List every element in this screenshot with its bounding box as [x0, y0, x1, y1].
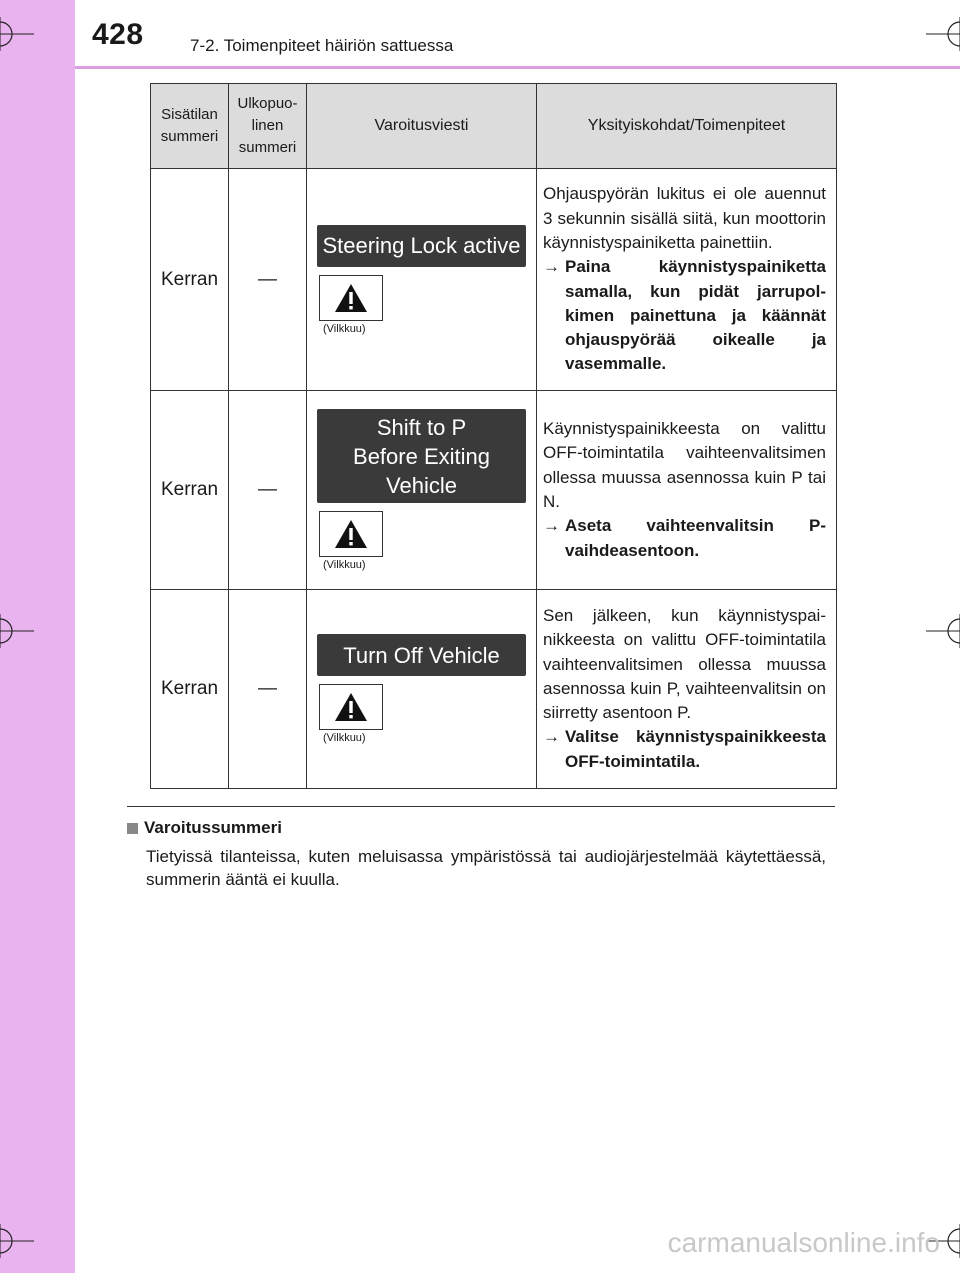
- detail-action: [543, 514, 826, 563]
- arrow-icon: →: [543, 516, 560, 536]
- warning-message-cell: [307, 391, 537, 590]
- display-line: Steering Lock active: [322, 233, 521, 258]
- column-header-details: Yksityiskohdat/Toimenpiteet: [537, 84, 837, 169]
- details-cell: [537, 590, 837, 789]
- detail-description: Ohjauspyörän lukitus ei ole auennut 3 sekunnin sisällä siitä, kun moottorin käynnistyspainiketta painettiin.: [543, 184, 826, 252]
- crosshair-registration-icon: [926, 17, 960, 51]
- indicator-label: (Vilkkuu): [323, 559, 366, 571]
- column-header-warning-message: Varoitusviesti: [307, 84, 537, 169]
- display-message: [317, 225, 526, 267]
- detail-description: Sen jälkeen, kun käynnistyspainikkeesta on valittu OFF-toimintatila vaihteenvalitsimen ollessa muussa asennossa kuin P, vaihteenvalitsin on siirretty asentoon P.: [543, 605, 826, 723]
- warning-triangle-icon: [319, 684, 383, 730]
- section-title: 7-2. Toimenpiteet häiriön sattuessa: [190, 36, 454, 55]
- display-message: [317, 409, 526, 503]
- details-cell: [537, 169, 837, 391]
- crosshair-registration-icon: [926, 614, 960, 648]
- crosshair-registration-icon: [0, 1224, 34, 1258]
- warning-message-table: [150, 83, 837, 789]
- warning-triangle-icon: [319, 511, 383, 557]
- table-row: [151, 169, 837, 391]
- interior-buzzer-cell: Kerran: [151, 391, 229, 590]
- interior-buzzer-cell: Kerran: [151, 169, 229, 391]
- column-header-interior-buzzer: Sisätilan summeri: [151, 84, 229, 169]
- indicator-label: (Vilkkuu): [323, 732, 366, 744]
- warning-message-cell: [307, 169, 537, 391]
- exterior-buzzer-cell: —: [229, 169, 307, 391]
- detail-action: [543, 255, 826, 376]
- crosshair-registration-icon: [0, 17, 34, 51]
- table-header-row: [151, 84, 837, 169]
- table-row: [151, 391, 837, 590]
- square-bullet-icon: [127, 823, 138, 834]
- warning-message-cell: [307, 590, 537, 789]
- display-message: [317, 634, 526, 676]
- detail-description: Käynnistyspainikkeesta on valittu OFF-toimintatila vaihteenvalitsimen ollessa muussa asennossa kuin P tai N.: [543, 419, 826, 511]
- display-line: Before Exiting: [353, 443, 490, 469]
- arrow-icon: →: [543, 257, 560, 277]
- note-heading: [127, 818, 282, 838]
- section-divider: [127, 806, 835, 807]
- exterior-buzzer-cell: —: [229, 590, 307, 789]
- warning-triangle-icon: [319, 275, 383, 321]
- detail-action: [543, 725, 826, 774]
- action-text: Paina käynnistyspainiketta samalla, kun pidät jarrupolkimen painettuna ja käännät ohjauspyörää oikealle ja vasemmalle.: [565, 257, 826, 374]
- arrow-icon: →: [543, 727, 560, 747]
- column-header-exterior-buzzer: Ulkopuo-linen summeri: [229, 84, 307, 169]
- page-number: 428: [92, 18, 144, 51]
- action-text: Aseta vaihteenvalitsin P-vaihdeasentoon.: [565, 516, 826, 560]
- note-title: Varoitussummeri: [144, 818, 282, 837]
- details-cell: [537, 391, 837, 590]
- note-body: Tietyissä tilanteissa, kuten meluisassa ympäristössä tai audiojärjestelmää käytettäessä, summerin ääntä ei kuulla.: [146, 847, 826, 889]
- display-line: Vehicle: [386, 472, 457, 498]
- watermark: carmanualsonline.info: [667, 1227, 940, 1258]
- header-rule: [75, 66, 960, 69]
- action-text: Valitse käynnistyspainikkeesta OFF-toimintatila.: [565, 727, 826, 771]
- crosshair-registration-icon: [0, 614, 34, 648]
- table-row: [151, 590, 837, 789]
- display-line: Turn Off Vehicle: [343, 642, 500, 668]
- interior-buzzer-cell: Kerran: [151, 590, 229, 789]
- indicator-label: (Vilkkuu): [323, 322, 366, 335]
- display-line: Shift to P: [376, 414, 467, 440]
- exterior-buzzer-cell: —: [229, 391, 307, 590]
